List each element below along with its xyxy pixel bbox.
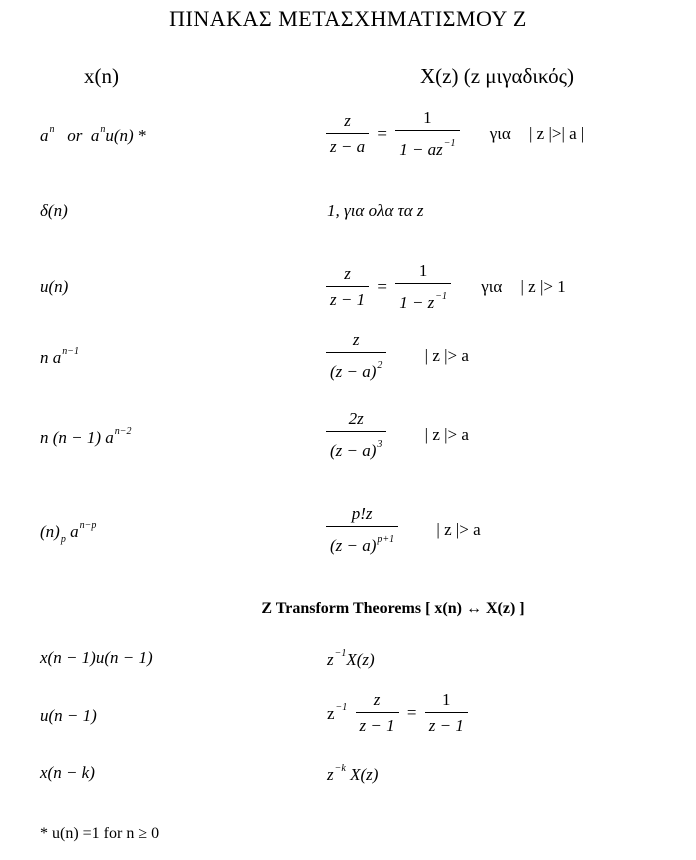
theorems-title: Z Transform Theorems [ x(n) ↔ X(z) ] bbox=[261, 600, 525, 617]
theorem-2-transform: $z^{-1}$ $\frac{z}{z - 1}$ = $\frac{1}{z - 1}$ bbox=[327, 690, 468, 736]
pair-3-transform: $\frac{z}{z - 1}$ = $\frac{1}{1 - z^{-1}}$ για | z |> 1 bbox=[326, 261, 570, 313]
theorem-2-sequence: u(n − 1) bbox=[40, 706, 97, 725]
theorem-1-transform: $z^{-1}X(z)$ bbox=[327, 648, 375, 669]
pair-1-transform: $\frac{z}{z - a}$ = $\frac{1}{1 - az^{-1}}$ για | z |>| a | bbox=[326, 108, 588, 160]
header-transform: X(z) (z μιγαδικός) bbox=[420, 64, 574, 88]
footnote: * u(n) =1 for n ≥ 0 bbox=[40, 825, 160, 842]
header-sequence: x(n) bbox=[84, 64, 119, 88]
theorem-3-sequence: x(n − k) bbox=[40, 763, 95, 782]
pair-6-transform: $\frac{p!z}{(z - a)^{p+1}}$ | z |> a bbox=[326, 504, 485, 556]
pair-6-sequence: $(n)_p$ $a^{n-p}$ bbox=[40, 520, 97, 545]
pair-2-sequence: δ(n) bbox=[40, 201, 68, 220]
theorem-3-transform: $z^{-k}$ X(z) bbox=[327, 763, 379, 784]
page-title: ΠΙΝΑΚΑΣ ΜΕΤΑΣΧΗΜΑΤΙΣΜΟΥ Z bbox=[169, 6, 527, 31]
theorem-1-sequence: x(n − 1)u(n − 1) bbox=[40, 648, 153, 667]
pair-1-sequence: $a^n$ or $a^nu(n)$ * bbox=[40, 124, 147, 145]
pair-3-sequence: u(n) bbox=[40, 277, 69, 296]
pair-4-transform: $\frac{z}{(z - a)^2}$ | z |> a bbox=[326, 330, 473, 382]
pair-4-sequence: n $a^{n-1}$ bbox=[40, 346, 79, 367]
pair-2-transform: 1, για ολα τα z bbox=[327, 201, 424, 220]
pair-5-sequence: n (n − 1) $a^{n-2}$ bbox=[40, 426, 132, 447]
pair-5-transform: $\frac{2z}{(z - a)^3}$ | z |> a bbox=[326, 409, 473, 461]
